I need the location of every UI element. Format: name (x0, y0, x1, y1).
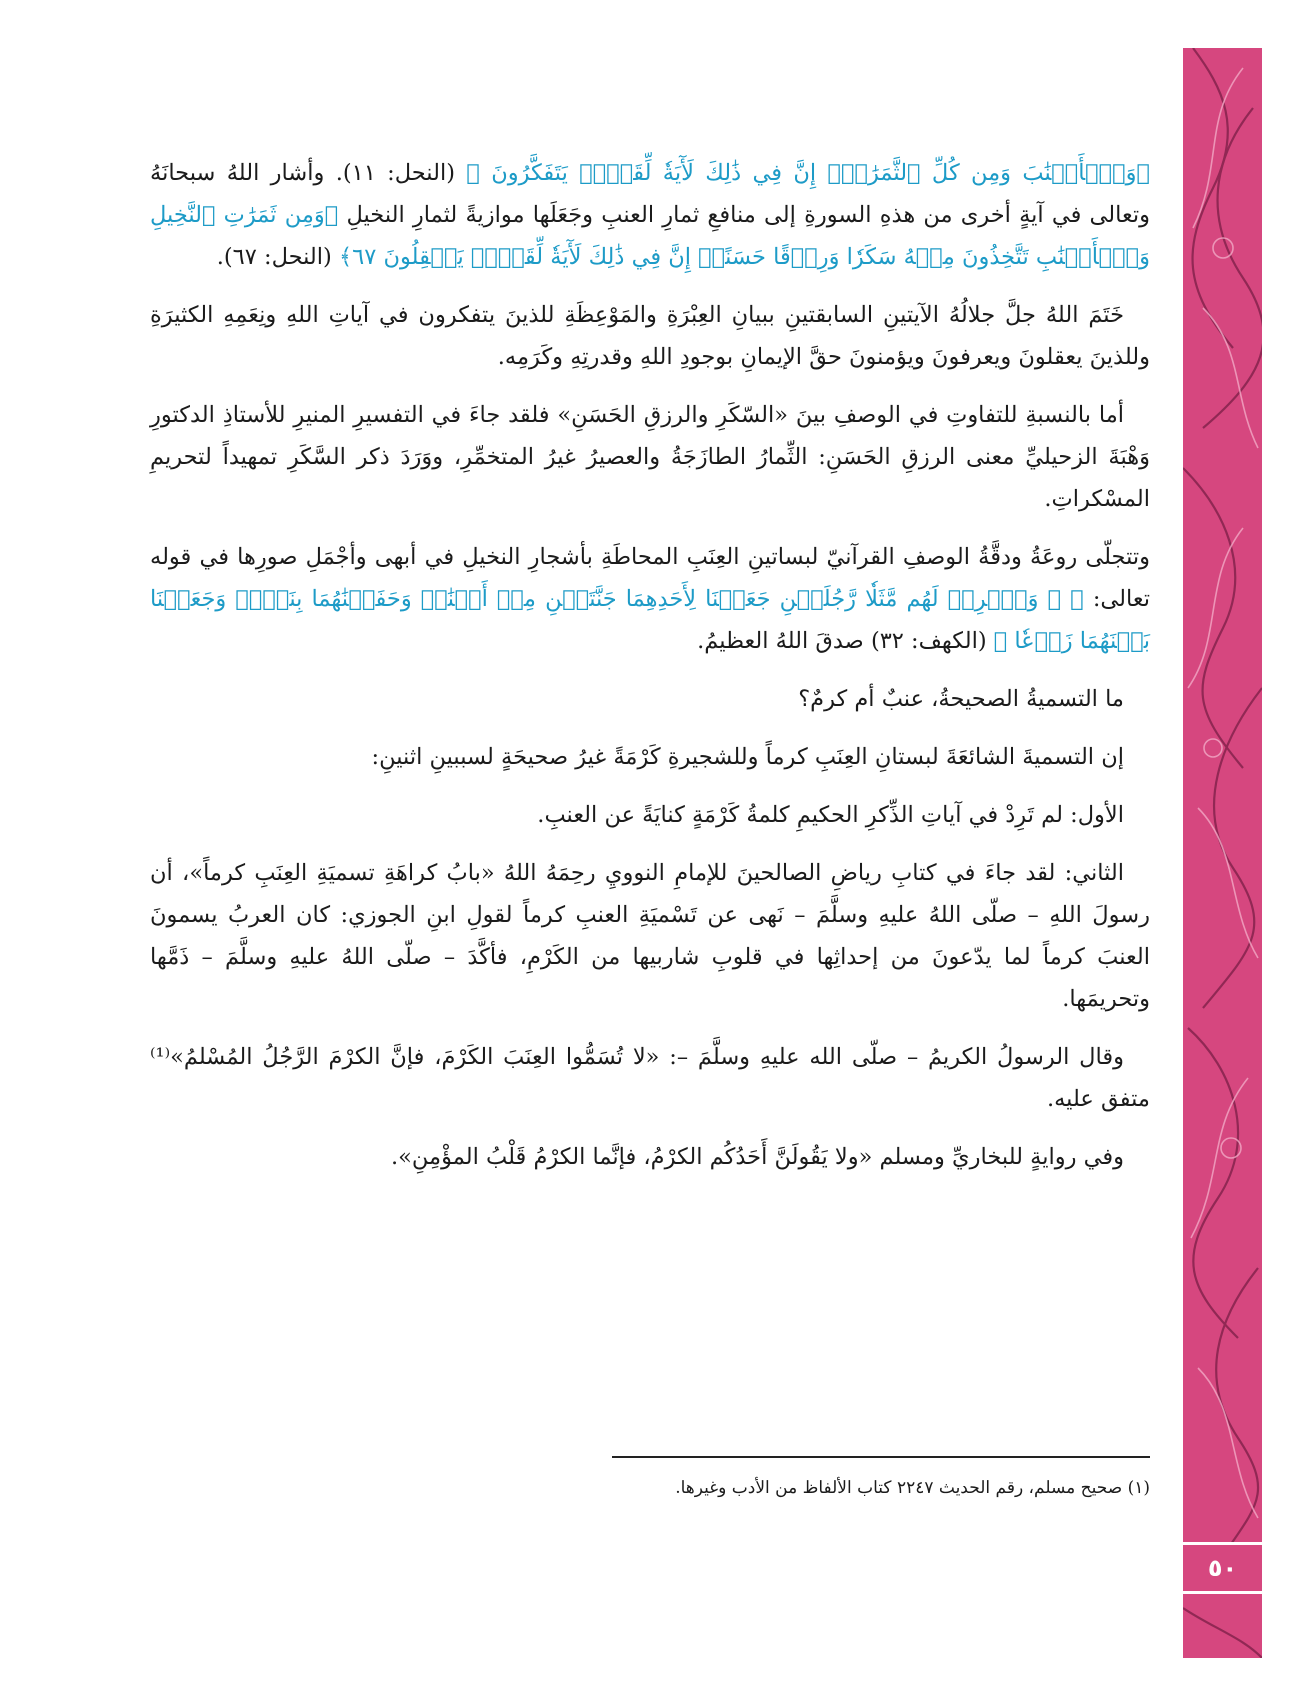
main-text (150, 152, 1150, 1194)
page-number: ٥٠ (1183, 1542, 1262, 1594)
paragraph (150, 794, 1150, 836)
body-text: الثاني: لقد جاءَ في كتابِ رياضِ الصالحينَ للإمامِ النوويِ رحِمَهُ اللهُ «بابُ كراهَةِ تسميَةِ العِنَبِ كرماً»، أن رسولَ اللهِ – صلّى اللهُ عليهِ وسلَّمَ – نَهى عن تَسْميَةِ العنبِ كرماً لقولِ ابنِ الجوزي: كان العربُ يسمونَ العنبَ كرماً لما يدّعونَ من إحداثِها في قلوبِ شاربيها من الكَرْمِ، فأكَّدَ – صلّى اللهُ عليهِ وسلَّمَ – ذَمَّها وتحريمَها. (150, 860, 1150, 1012)
body-text: وقال الرسولُ الكريمُ – صلّى الله عليهِ وسلَّمَ –: «لا تُسَمُّوا العِنَبَ الكَرْمَ، فإنَّ الكرْمَ الرَّجُلُ المُسْلمُ»⁽¹⁾ متفق عليه. (150, 1044, 1150, 1112)
paragraph (150, 736, 1150, 778)
grape-vine-pattern-icon (1183, 48, 1262, 1658)
body-text: (النحل: ١١). وأشار اللهُ سبحانَهُ وتعالى في آيةٍ أخرى من هذهِ السورةِ إلى منافعِ ثمارِ العنبِ وجَعَلَها موازيةً لثمارِ النخيلِ (150, 160, 1150, 228)
paragraph (150, 294, 1150, 378)
paragraph (150, 152, 1150, 278)
paragraph (150, 1036, 1150, 1120)
body-text: الأول: لم تَرِدْ في آياتِ الذِّكرِ الحكيمِ كلمةُ كَرْمَةٍ كنايَةً عن العنبِ. (537, 802, 1124, 828)
paragraph (150, 1136, 1150, 1178)
paragraph (150, 852, 1150, 1020)
body-text: (النحل: ٦٧). (216, 244, 339, 270)
body-text: وفي روايةٍ للبخاريِّ ومسلم «ولا يَقُولَنَّ أَحَدُكُم الكرْمُ، فإنَّما الكرْمُ قَلْبُ المؤْمِنِ». (391, 1144, 1124, 1170)
body-text: خَتَمَ اللهُ جلَّ جلالُهُ الآيتينِ السابقتينِ ببيانِ العِبْرَةِ والمَوْعِظَةِ للذينَ يتفكرون في آياتِ اللهِ ونِعَمِهِ الكثيرَةِ وللذينَ يعقلونَ ويعرفونَ ويؤمنونَ حقَّ الإيمانِ بوجودِ اللهِ وقدرتِهِ وكَرَمِه. (150, 302, 1150, 370)
body-text: ما التسميةُ الصحيحةُ، عنبٌ أم كرمٌ؟ (798, 686, 1124, 712)
body-text: إن التسميةَ الشائعَةَ لبستانِ العِنَبِ كرماً وللشجيرةِ كَرْمَةً غيرُ صحيحَةٍ لسببينِ اثنينِ: (371, 744, 1124, 770)
paragraph (150, 394, 1150, 520)
quran-verse: ﴿وَمِن ثَمَرَٰتِ ٱلنَّخِيلِ وَٱلۡأَعۡنَٰبِ تَتَّخِذُونَ مِنۡهُ سَكَرٗا وَرِزۡقًا حَسَنًاۚ إِنَّ فِي ذَٰلِكَ لَأٓيَةٗ لِّقَوۡمٖ يَعۡقِلُونَ ٦٧﴾ (150, 202, 1150, 270)
body-text: وتتجلّى روعَةُ ودقَّةُ الوصفِ القرآنيّ لبساتينِ العِنَبِ المحاطَةِ بأشجارِ النخيلِ في أبهى وأجْمَلِ صورِها في قوله تعالى: (150, 544, 1150, 612)
body-text: (الكهف: ٣٢) صدقَ اللهُ العظيمُ. (697, 628, 994, 654)
quran-verse: ﴿ ۞ وَٱضۡرِبۡ لَهُم مَّثَلٗا رَّجُلَيۡنِ جَعَلۡنَا لِأَحَدِهِمَا جَنَّتَيۡنِ مِنۡ أَعۡنَٰبٖ وَحَفَفۡنَٰهُمَا بِنَخۡلٖ وَجَعَلۡنَا بَيۡنَهُمَا زَرۡعٗا ﴾ (150, 586, 1150, 654)
decorative-side-band (1183, 48, 1262, 1658)
paragraph (150, 678, 1150, 720)
footnote-divider (612, 1456, 1150, 1458)
quran-verse: ﴿وَٱلۡأَعۡنَٰبَ وَمِن كُلِّ ٱلثَّمَرَٰتِۚ إِنَّ فِي ذَٰلِكَ لَأٓيَةٗ لِّقَوۡمٖ يَتَفَكَّرُونَ ﴾ (466, 160, 1151, 186)
footnote: (١) صحيح مسلم، رقم الحديث ٢٢٤٧ كتاب الألفاظ من الأدب وغيرها. (675, 1478, 1150, 1498)
body-text: أما بالنسبةِ للتفاوتِ في الوصفِ بينَ «السّكَرِ والرزقِ الحَسَنِ» فلقد جاءَ في التفسيرِ المنيرِ للأستاذِ الدكتورِ وَهْبَةَ الزحيليِّ معنى الرزقِ الحَسَنِ: الثِّمارُ الطازَجَةُ والعصيرُ غيرُ المتخمِّرِ، ووَرَدَ ذكر السَّكَرِ تمهيداً لتحريمِ المسْكراتِ. (150, 402, 1150, 512)
paragraph (150, 536, 1150, 662)
